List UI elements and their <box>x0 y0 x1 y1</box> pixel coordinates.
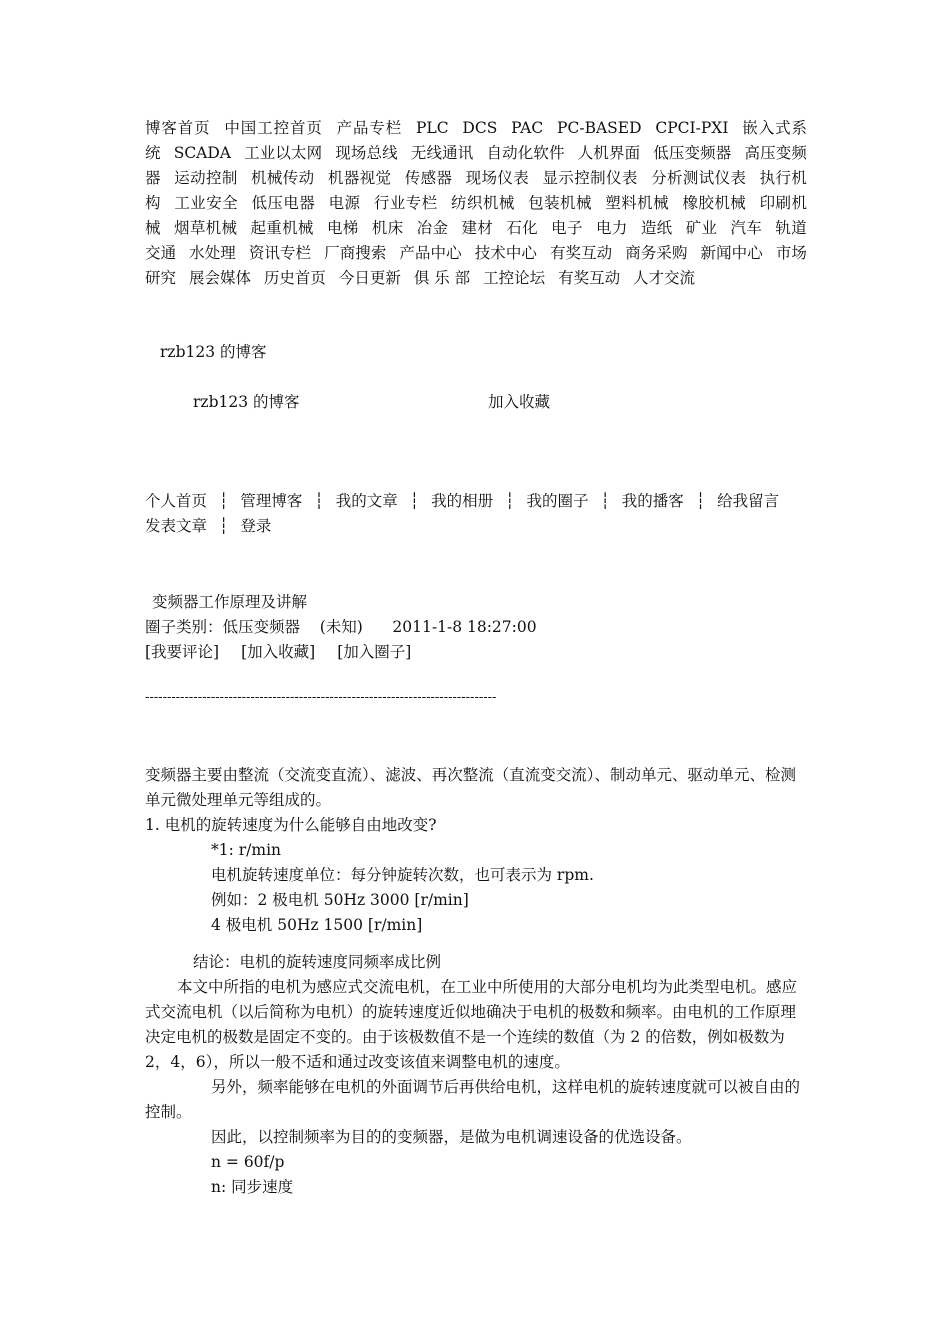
formula: n = 60f/p <box>211 1153 285 1171</box>
nav-link[interactable]: 自动化软件 <box>486 144 565 162</box>
nav-link[interactable]: 橡胶机械 <box>682 194 747 212</box>
nav-link[interactable]: 印刷机械 <box>145 194 807 237</box>
nav-link[interactable]: 机床 <box>371 219 404 237</box>
nav-link[interactable]: PLC <box>416 119 449 137</box>
nav-separator: ┆ <box>219 517 229 535</box>
conclusion-line: 结论：电机的旋转速度同频率成比例 <box>193 953 442 971</box>
article-action-link[interactable]: [加入圈子] <box>337 643 412 661</box>
nav-link[interactable]: 工控论坛 <box>483 269 546 287</box>
divider-rule: -------------------------------------------------------------------------------- <box>145 690 497 705</box>
add-favorite-link[interactable]: 加入收藏 <box>488 393 551 411</box>
nav-link[interactable]: 嵌入式系统 <box>145 119 807 162</box>
nav-link[interactable]: 产品中心 <box>399 244 462 262</box>
nav-link[interactable]: 造纸 <box>640 219 673 237</box>
meta-category: 圈子类别：低压变频器 <box>145 618 301 636</box>
nav-link[interactable]: 石化 <box>506 219 538 237</box>
nav-link[interactable]: 低压电器 <box>251 194 316 212</box>
definition-line: n: 同步速度 <box>211 1178 294 1196</box>
note-line: *1: r/min <box>211 841 282 859</box>
user-nav-link[interactable]: 给我留言 <box>717 492 780 510</box>
user-nav-link[interactable]: 我的播客 <box>621 492 684 510</box>
user-nav-link[interactable]: 登录 <box>240 517 272 535</box>
nav-link[interactable]: 今日更新 <box>338 269 401 287</box>
nav-link[interactable]: 机器视觉 <box>327 169 392 187</box>
nav-link[interactable]: 起重机械 <box>250 219 314 237</box>
article-actions <box>145 640 433 662</box>
nav-link[interactable]: 技术中心 <box>474 244 537 262</box>
user-nav-link[interactable]: 我的文章 <box>335 492 398 510</box>
nav-separator: ┆ <box>409 492 420 510</box>
nav-link[interactable]: 运动控制 <box>174 169 238 187</box>
nav-link[interactable]: 纺织机械 <box>451 194 515 212</box>
body-paragraph: 另外，频率能够在电机的外面调节后再供给电机，这样电机的旋转速度就可以被自由的控制。 <box>145 1078 801 1121</box>
site-nav <box>145 116 807 291</box>
nav-separator: ┆ <box>505 492 515 510</box>
nav-link[interactable]: PC-BASED <box>557 119 642 137</box>
nav-link[interactable]: 显示控制仪表 <box>542 169 638 187</box>
article-action-link[interactable]: [我要评论] <box>145 643 220 661</box>
nav-link[interactable]: 水处理 <box>189 244 236 262</box>
nav-link[interactable]: 人才交流 <box>633 269 696 287</box>
nav-link[interactable]: 行业专栏 <box>373 194 438 212</box>
nav-separator: ┆ <box>314 492 324 510</box>
nav-link[interactable]: 无线通讯 <box>410 144 474 162</box>
intro-paragraph: 变频器主要由整流（交流变直流）、滤波、再次整流（直流变交流）、制动单元、驱动单元、检测单元微处理单元等组成的。 <box>145 766 797 809</box>
article-meta <box>145 615 537 637</box>
nav-link[interactable]: 包装机械 <box>528 194 592 212</box>
nav-link[interactable]: 工业以太网 <box>244 144 323 162</box>
nav-link[interactable]: 资讯专栏 <box>248 244 312 262</box>
nav-link[interactable]: 现场仪表 <box>465 169 530 187</box>
nav-link[interactable]: 新闻中心 <box>700 244 763 262</box>
nav-link[interactable]: 建材 <box>461 219 494 237</box>
body-paragraph: 因此，以控制频率为目的的变频器，是做为电机调速设备的优选设备。 <box>211 1128 692 1146</box>
nav-link[interactable]: 有奖互动 <box>558 269 621 287</box>
meta-author: (未知) <box>319 618 363 636</box>
nav-link[interactable]: DCS <box>462 119 498 137</box>
nav-link[interactable]: 矿业 <box>685 219 718 237</box>
note-line: 4 极电机 50Hz 1500 [r/min] <box>211 916 423 934</box>
user-nav-link[interactable]: 我的相册 <box>431 492 494 510</box>
nav-link[interactable]: 高压变频器 <box>145 144 807 187</box>
note-line: 例如：2 极电机 50Hz 3000 [r/min] <box>211 891 469 909</box>
article-body <box>145 763 807 1200</box>
blog-name-heading: rzb123 的博客 <box>160 343 267 361</box>
question-1: 1. 电机的旋转速度为什么能够自由地改变? <box>145 816 437 834</box>
note-line: 电机旋转速度单位：每分钟旋转次数，也可表示为 rpm. <box>211 866 594 884</box>
meta-datetime: 2011-1-8 18:27:00 <box>392 618 537 636</box>
user-nav <box>145 489 807 539</box>
nav-link[interactable]: 展会媒体 <box>188 269 251 287</box>
nav-link[interactable]: 机械传动 <box>251 169 315 187</box>
body-paragraph: 本文中所指的电机为感应式交流电机，在工业中所使用的大部分电机均为此类型电机。感应式交流电机（以后简称为电机）的旋转速度近似地确决于电机的极数和频率。由电机的工作原理决定电机的极数是固定不变的。由于该极数值不是一个连续的数值（为 2 的倍数，例如极数为 2，4，6），所以一般不适和通过改变该值来调整电机的速度。 <box>145 978 798 1071</box>
nav-link[interactable]: 汽车 <box>730 219 763 237</box>
nav-link[interactable]: 历史首页 <box>263 269 326 287</box>
nav-link[interactable]: 烟草机械 <box>174 219 238 237</box>
user-nav-link[interactable]: 管理博客 <box>240 492 303 510</box>
nav-link[interactable]: CPCI-PXI <box>655 119 729 137</box>
nav-link[interactable]: 工业安全 <box>174 194 239 212</box>
nav-link[interactable]: 电源 <box>328 194 361 212</box>
nav-link[interactable]: 博客首页 <box>145 119 211 137</box>
nav-link[interactable]: PAC <box>511 119 544 137</box>
nav-link[interactable]: 分析测试仪表 <box>651 169 747 187</box>
nav-link[interactable]: 厂商搜索 <box>324 244 387 262</box>
nav-link[interactable]: 市场研究 <box>145 244 807 287</box>
nav-link[interactable]: 人机界面 <box>577 144 641 162</box>
nav-link[interactable]: 现场总线 <box>335 144 398 162</box>
nav-link[interactable]: 冶金 <box>416 219 449 237</box>
user-nav-link[interactable]: 发表文章 <box>145 517 208 535</box>
nav-link[interactable]: 塑料机械 <box>605 194 670 212</box>
nav-link[interactable]: 中国工控首页 <box>224 119 323 137</box>
nav-link[interactable]: SCADA <box>173 144 231 162</box>
nav-link[interactable]: 执行机构 <box>145 169 807 212</box>
article-title: 变频器工作原理及讲解 <box>152 593 308 611</box>
nav-separator: ┆ <box>219 492 229 510</box>
nav-link[interactable]: 电梯 <box>326 219 359 237</box>
nav-separator: ┆ <box>600 492 610 510</box>
blog-name-label: rzb123 的博客 <box>193 393 300 411</box>
user-nav-link[interactable]: 我的圈子 <box>526 492 589 510</box>
user-nav-link[interactable]: 个人首页 <box>145 492 208 510</box>
nav-link[interactable]: 有奖互动 <box>549 244 613 262</box>
nav-link[interactable]: 产品专栏 <box>336 119 403 137</box>
article-action-link[interactable]: [加入收藏] <box>241 643 316 661</box>
nav-link[interactable]: 低压变频器 <box>653 144 732 162</box>
nav-link[interactable]: 传感器 <box>404 169 453 187</box>
nav-link[interactable]: 俱 乐 部 <box>413 269 471 287</box>
nav-link[interactable]: 电子 <box>551 219 583 237</box>
nav-link[interactable]: 电力 <box>596 219 628 237</box>
nav-link[interactable]: 商务采购 <box>625 244 688 262</box>
nav-separator: ┆ <box>695 492 706 510</box>
nav-link[interactable]: 轨道交通 <box>145 219 807 262</box>
